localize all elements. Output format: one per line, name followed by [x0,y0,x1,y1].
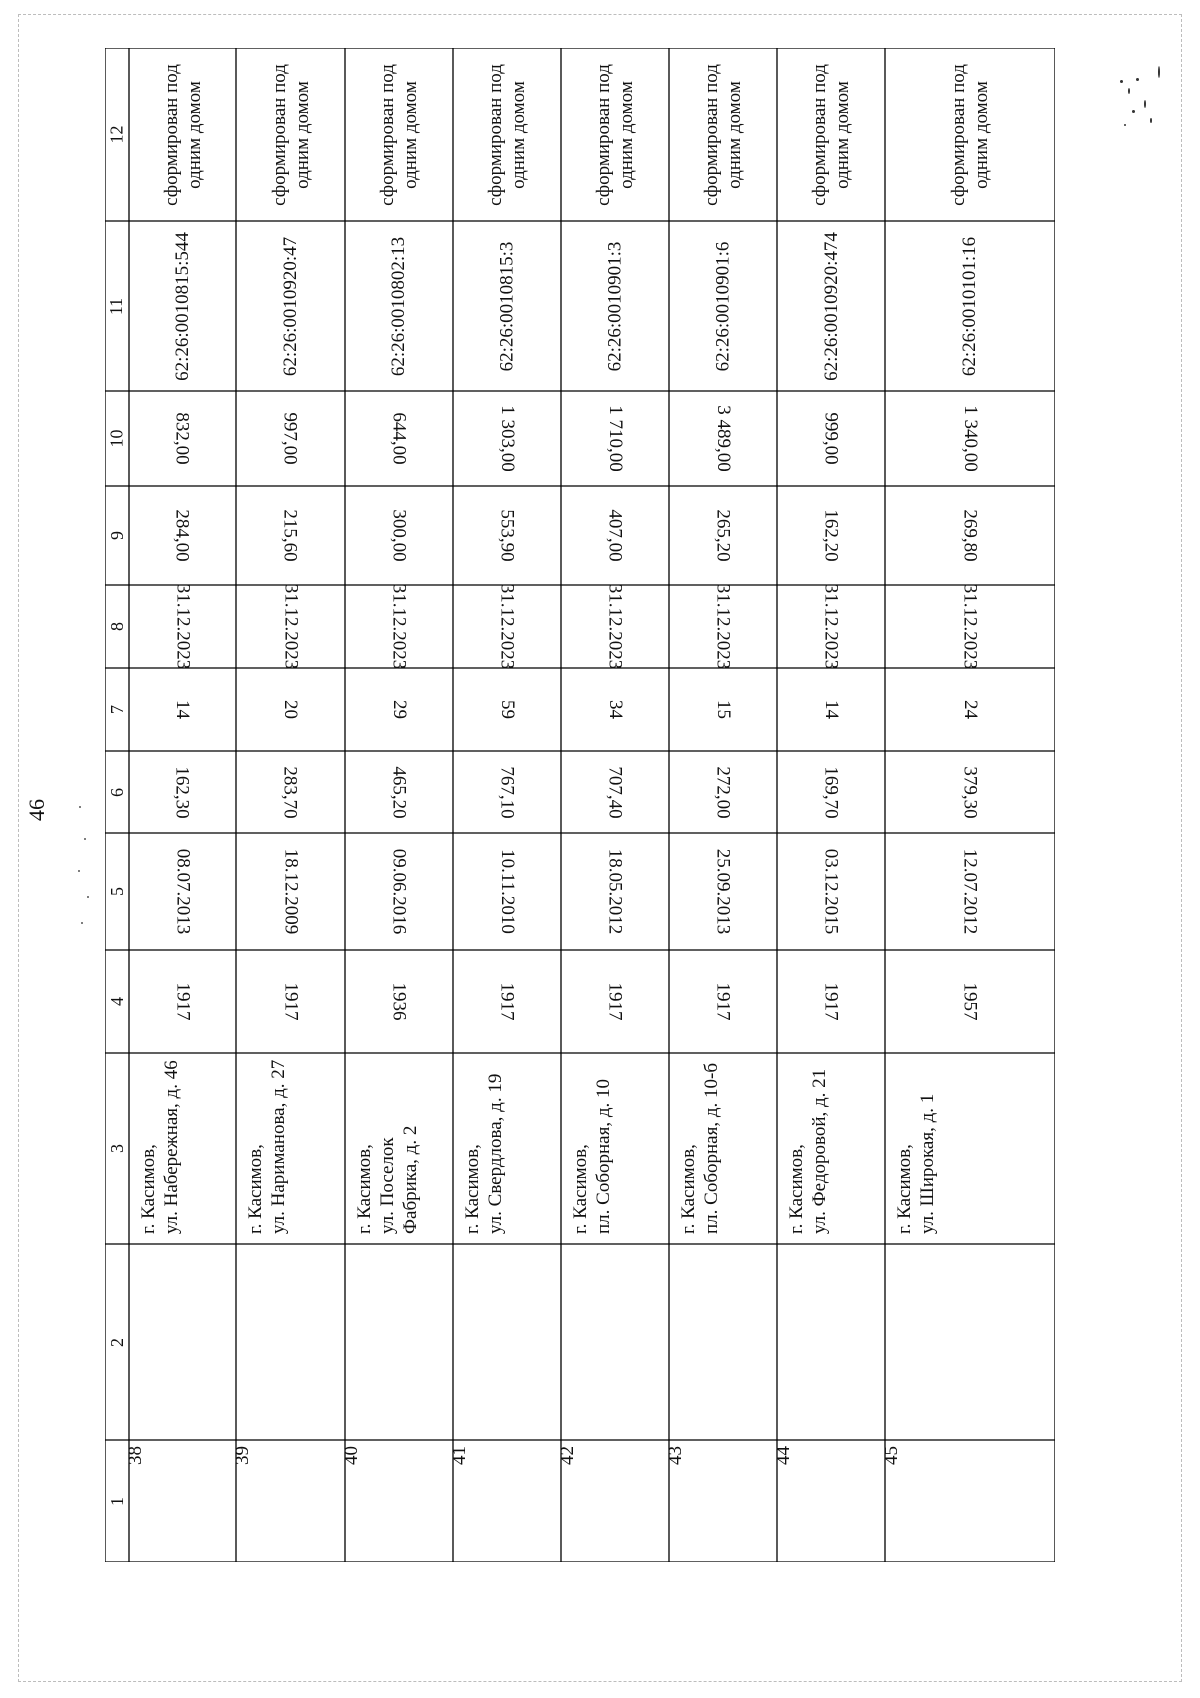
value-cell-land [453,391,561,486]
value-qty: 20 [280,700,301,719]
note-text [376,64,422,206]
address-text [893,1094,939,1234]
value-cell-date [669,833,777,950]
row-number-cell [449,1440,561,1562]
address-line: пл. Соборная, д. 10-б [701,1063,722,1234]
value-cell-area2 [129,486,236,585]
cadastral-number: 62:26:0010101:16 [959,236,981,376]
cadastral-number: 62:26:0010815:544 [172,231,193,381]
value-cell-term [561,585,669,668]
value-cell-qty [669,668,777,751]
column-number-cell [105,221,129,391]
note-cell [669,48,777,221]
empty-cell [345,1244,453,1440]
value-year: 1917 [604,982,626,1021]
value-cell-land [669,391,777,486]
address-text [137,1060,183,1234]
address-line: г. Касимов, [570,1144,591,1234]
address-cell [561,1053,669,1244]
column-number-cell [105,48,129,221]
address-line: г. Касимов, [245,1144,266,1234]
value-date: 12.07.2012 [959,848,981,935]
note-text [160,64,206,206]
value-area2: 553,90 [496,509,518,562]
note-cell [777,48,885,221]
column-number: 10 [106,429,127,448]
value-cell-land [345,391,453,486]
column-number-cell [105,391,129,486]
value-date: 18.12.2009 [280,848,301,935]
value-cell-area2 [669,486,777,585]
value-cell-area [777,751,885,833]
value-cell-area2 [236,486,345,585]
value-area2: 162,20 [820,509,842,562]
value-cell-area [885,751,1055,833]
value-cell-area [345,751,453,833]
value-cell-area2 [453,486,561,585]
cadastral-cell [129,221,236,391]
value-cell-term [345,585,453,668]
value-date: 08.07.2013 [172,848,193,935]
row-number-cell [557,1440,669,1562]
note-text [484,64,530,206]
value-qty: 29 [388,700,410,719]
value-qty: 59 [496,700,518,719]
row-number-cell [665,1440,777,1562]
column-number: 4 [106,997,127,1006]
value-date: 09.06.2016 [388,848,410,935]
value-area2: 215,60 [280,509,301,562]
value-date: 18.05.2012 [604,848,626,935]
empty-cell [777,1244,885,1440]
value-cell-date [129,833,236,950]
column-number: 6 [106,787,127,797]
column-number-cell [105,585,129,668]
value-term: 31.12.2023 [820,583,842,670]
value-qty: 14 [172,700,193,719]
value-cell-date [561,833,669,950]
cadastral-cell [777,221,885,391]
column-number: 3 [106,1144,127,1153]
value-area: 162,30 [172,765,193,819]
value-area2: 407,00 [604,509,626,562]
value-cell-year [129,950,236,1053]
value-cell-qty [236,668,345,751]
column-number-cell [105,1053,129,1244]
address-text [353,1126,422,1234]
column-number: 2 [106,1337,127,1347]
value-year: 1917 [172,982,193,1021]
row-number: 42 [557,1446,578,1465]
value-cell-term [777,585,885,668]
value-cell-year [669,950,777,1053]
value-cell-qty [453,668,561,751]
page-number [22,780,52,840]
value-cell-term [453,585,561,668]
value-cell-land [777,391,885,486]
row-number: 39 [232,1446,253,1465]
value-cell-date [345,833,453,950]
cadastral-cell [885,221,1055,391]
value-land: 997,00 [280,412,301,465]
value-cell-qty [777,668,885,751]
note-line: одним домом [832,80,853,189]
value-cell-land [236,391,345,486]
value-area: 169,70 [820,765,842,819]
column-number-cell [105,950,129,1053]
value-term: 31.12.2023 [496,583,518,670]
column-number: 9 [106,531,127,540]
value-cell-land [885,391,1055,486]
value-land: 1 303,00 [496,405,518,472]
data-table [105,48,1055,1562]
value-cell-date [777,833,885,950]
value-cell-qty [885,668,1055,751]
value-cell-qty [129,668,236,751]
cadastral-number: 62:26:0010920:47 [280,236,301,376]
row-number: 41 [449,1446,470,1465]
column-number-cell [105,1244,129,1440]
note-line: одним домом [616,80,637,189]
note-cell [236,48,345,221]
address-line: г. Касимов, [786,1144,807,1234]
value-area: 707,40 [604,765,626,819]
value-year: 1917 [712,982,734,1021]
column-number: 8 [106,622,127,631]
address-text [785,1069,831,1234]
value-cell-qty [561,668,669,751]
value-cell-area [669,751,777,833]
column-number-cell [105,833,129,950]
value-area2: 269,80 [959,509,981,562]
row-number-cell [341,1440,453,1562]
value-cell-date [453,833,561,950]
address-line: пл. Соборная, д. 10 [593,1079,614,1234]
value-area2: 284,00 [172,509,193,562]
value-cell-date [885,833,1055,950]
address-cell [453,1053,561,1244]
value-qty: 34 [604,700,626,719]
value-cell-area2 [345,486,453,585]
note-line: сформирован под [809,63,830,206]
note-line: сформирован под [593,63,614,206]
row-number-cell [881,1440,1055,1562]
address-cell [885,1053,1055,1244]
value-cell-year [453,950,561,1053]
note-cell [885,48,1055,221]
address-line: ул. Набережная, д. 46 [161,1060,182,1234]
note-text [947,64,993,206]
row-number: 44 [773,1446,794,1465]
value-cell-date [236,833,345,950]
empty-cell [669,1244,777,1440]
value-area: 272,00 [712,765,734,819]
address-cell [129,1053,236,1244]
value-cell-area [453,751,561,833]
value-land: 1 340,00 [959,405,981,472]
value-cell-year [236,950,345,1053]
note-text [268,64,314,206]
empty-cell [885,1244,1055,1440]
value-year: 1917 [280,982,301,1021]
value-date: 10.11.2010 [496,849,518,934]
column-number: 1 [106,1496,127,1506]
value-area: 283,70 [280,765,301,819]
row-number: 45 [881,1446,902,1465]
value-date: 03.12.2015 [820,848,842,935]
row-number-cell [773,1440,885,1562]
note-cell [345,48,453,221]
value-area: 379,30 [959,765,981,819]
note-line: одним домом [400,80,421,189]
value-cell-term [669,585,777,668]
cadastral-number: 62:26:0010802:13 [388,236,410,376]
note-line: сформирован под [948,63,969,206]
cadastral-number: 62:26:0010815:3 [496,241,518,371]
note-text [700,64,746,206]
value-cell-qty [345,668,453,751]
column-number: 5 [106,887,127,896]
address-text [569,1079,615,1234]
column-number-cell [105,751,129,833]
note-line: сформирован под [485,63,506,206]
handwritten-mark [1110,60,1170,150]
address-line: ул. Свердлова, д. 19 [485,1073,506,1234]
column-number-cell [105,486,129,585]
value-cell-land [561,391,669,486]
value-term: 31.12.2023 [959,583,981,670]
value-term: 31.12.2023 [172,583,193,670]
value-cell-area2 [885,486,1055,585]
cadastral-number: 62:26:0010901:6 [712,241,734,371]
note-line: одним домом [291,80,313,189]
address-line: ул. Федоровой, д. 21 [809,1068,830,1234]
empty-cell [129,1244,236,1440]
value-area2: 300,00 [388,509,410,562]
address-cell [345,1053,453,1244]
row-number: 38 [125,1446,146,1465]
address-cell [669,1053,777,1244]
cadastral-number: 62:26:0010901:3 [604,241,626,371]
note-line: сформирован под [701,63,722,206]
value-land: 3 489,00 [712,405,734,472]
row-number-cell [125,1440,236,1562]
cadastral-cell [236,221,345,391]
column-number-cell [105,668,129,751]
row-number: 40 [341,1446,362,1465]
value-cell-year [777,950,885,1053]
value-area: 767,10 [496,765,518,819]
note-line: одним домом [183,80,205,189]
value-year: 1917 [820,982,842,1021]
empty-cell [453,1244,561,1440]
address-line: ул. Поселок [377,1137,398,1234]
empty-cell [236,1244,345,1440]
value-land: 832,00 [172,412,193,465]
cadastral-cell [345,221,453,391]
note-text [808,64,854,206]
cadastral-cell [561,221,669,391]
address-line: г. Касимов, [894,1144,915,1234]
value-cell-area [129,751,236,833]
value-term: 31.12.2023 [280,583,301,670]
cadastral-cell [453,221,561,391]
scan-specks [75,800,95,940]
value-area: 465,20 [388,765,410,819]
note-text [592,64,638,206]
value-year: 1936 [388,982,410,1021]
value-land: 644,00 [388,412,410,465]
value-qty: 15 [712,700,734,719]
value-cell-term [885,585,1055,668]
address-cell [777,1053,885,1244]
value-term: 31.12.2023 [712,583,734,670]
value-term: 31.12.2023 [604,583,626,670]
address-line: ул. Нариманова, д. 27 [268,1059,289,1234]
address-line: г. Касимов, [678,1144,699,1234]
value-term: 31.12.2023 [388,583,410,670]
note-line: одним домом [724,80,745,189]
address-text [461,1074,507,1234]
address-line: ул. Широкая, д. 1 [917,1093,938,1234]
page-number-text: 46 [24,799,49,821]
note-line: сформирован под [160,63,182,206]
value-area2: 265,20 [712,509,734,562]
value-cell-year [561,950,669,1053]
value-date: 25.09.2013 [712,848,734,935]
note-line: одним домом [971,80,992,189]
address-text [677,1063,723,1234]
value-cell-land [129,391,236,486]
row-number-cell [232,1440,345,1562]
value-land: 1 710,00 [604,405,626,472]
cadastral-number: 62:26:0010920:474 [820,231,842,381]
row-number: 43 [665,1446,686,1465]
value-cell-area2 [561,486,669,585]
note-line: сформирован под [377,63,398,206]
value-cell-year [345,950,453,1053]
address-line: г. Касимов, [354,1144,375,1234]
value-cell-area [236,751,345,833]
note-cell [453,48,561,221]
note-line: сформирован под [268,63,290,206]
address-cell [236,1053,345,1244]
value-cell-year [885,950,1055,1053]
note-line: одним домом [508,80,529,189]
column-number: 11 [106,297,127,315]
address-text [244,1060,290,1234]
column-number: 12 [106,125,127,144]
address-line: г. Касимов, [138,1144,159,1234]
value-year: 1957 [959,982,981,1021]
value-qty: 24 [959,700,981,719]
column-number: 7 [106,705,127,714]
value-cell-area2 [777,486,885,585]
value-qty: 14 [820,700,842,719]
value-land: 999,00 [820,412,842,465]
address-line: Фабрика, д. 2 [400,1125,421,1234]
value-year: 1917 [496,982,518,1021]
cadastral-cell [669,221,777,391]
note-cell [561,48,669,221]
value-cell-term [129,585,236,668]
value-cell-area [561,751,669,833]
empty-cell [561,1244,669,1440]
value-cell-term [236,585,345,668]
note-cell [129,48,236,221]
address-line: г. Касимов, [462,1144,483,1234]
